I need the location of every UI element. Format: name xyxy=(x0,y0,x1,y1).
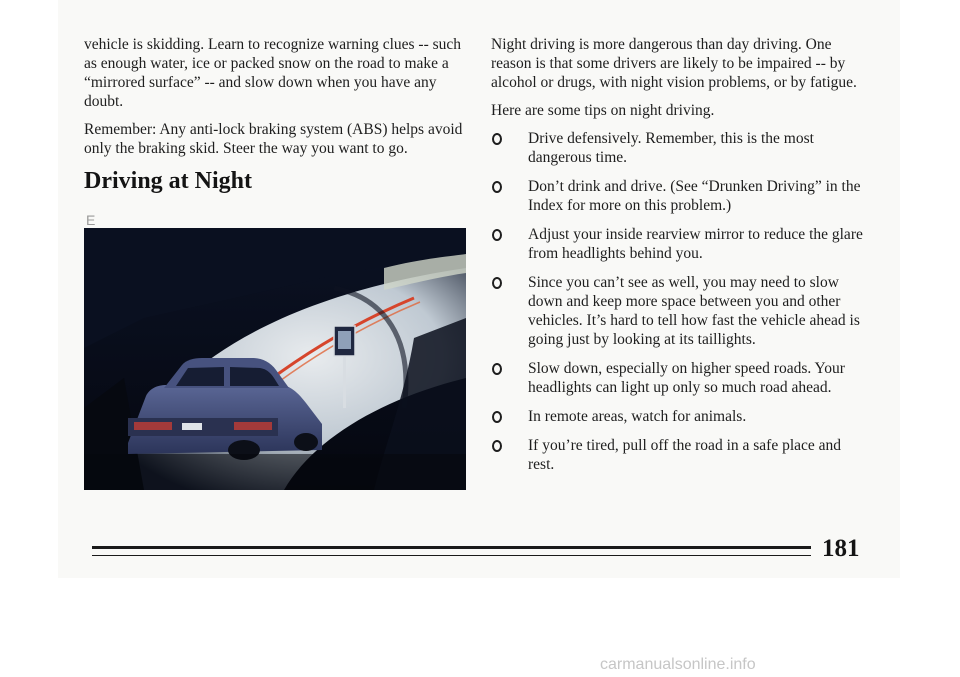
list-item: Adjust your inside rearview mirror to reduce the glare from headlights behind you. xyxy=(491,225,863,263)
paragraph-abs-note: Remember: Any anti-lock braking system (ABS) helps avoid only the braking skid. Steer the way you want to go. xyxy=(84,121,463,157)
paragraph-night-danger: Night driving is more dangerous than day driving. One reason is that some drivers are likely to be impaired -- by alcohol or drugs, with night vision problems, or by fatigue. xyxy=(491,36,857,91)
left-column xyxy=(84,35,464,195)
list-item: Since you can’t see as well, you may need to slow down and keep more space between you and other vehicles. It’s hard to tell how fast the vehicle ahead is going just by looking at its taillights. xyxy=(491,273,863,349)
list-item: If you’re tired, pull off the road in a safe place and rest. xyxy=(491,436,863,474)
list-item: Drive defensively. Remember, this is the most dangerous time. xyxy=(491,129,863,167)
bullet-icon xyxy=(492,229,502,241)
bullet-icon xyxy=(492,133,502,145)
list-item: In remote areas, watch for animals. xyxy=(491,407,863,426)
bullet-icon xyxy=(492,277,502,289)
page-number: 181 xyxy=(822,535,860,562)
bullet-icon xyxy=(492,363,502,375)
bullet-icon xyxy=(492,411,502,423)
section-mark: E xyxy=(86,212,96,228)
night-driving-illustration xyxy=(84,228,466,490)
list-item: Slow down, especially on higher speed roads. Your headlights can light up only so much road ahead. xyxy=(491,359,863,397)
bullet-icon xyxy=(492,181,502,193)
bullet-icon xyxy=(492,440,502,452)
list-item: Don’t drink and drive. (See “Drunken Driving” in the Index for more on this problem.) xyxy=(491,177,863,215)
site-watermark[interactable]: carmanualsonline.info xyxy=(600,656,756,673)
section-heading: Driving at Night xyxy=(84,168,252,194)
right-column xyxy=(491,35,863,484)
paragraph-skid-warning: vehicle is skidding. Learn to recognize warning clues -- such as enough water, ice or packed snow on the road to make a “mirrored surface” -- and slow down when you have any doubt. xyxy=(84,36,462,110)
night-driving-tips-list xyxy=(491,129,863,474)
footer-rule-thick xyxy=(92,546,811,549)
night-road-image xyxy=(84,228,466,490)
paragraph-tips-intro: Here are some tips on night driving. xyxy=(491,102,715,119)
footer-rule-thin xyxy=(92,555,811,556)
